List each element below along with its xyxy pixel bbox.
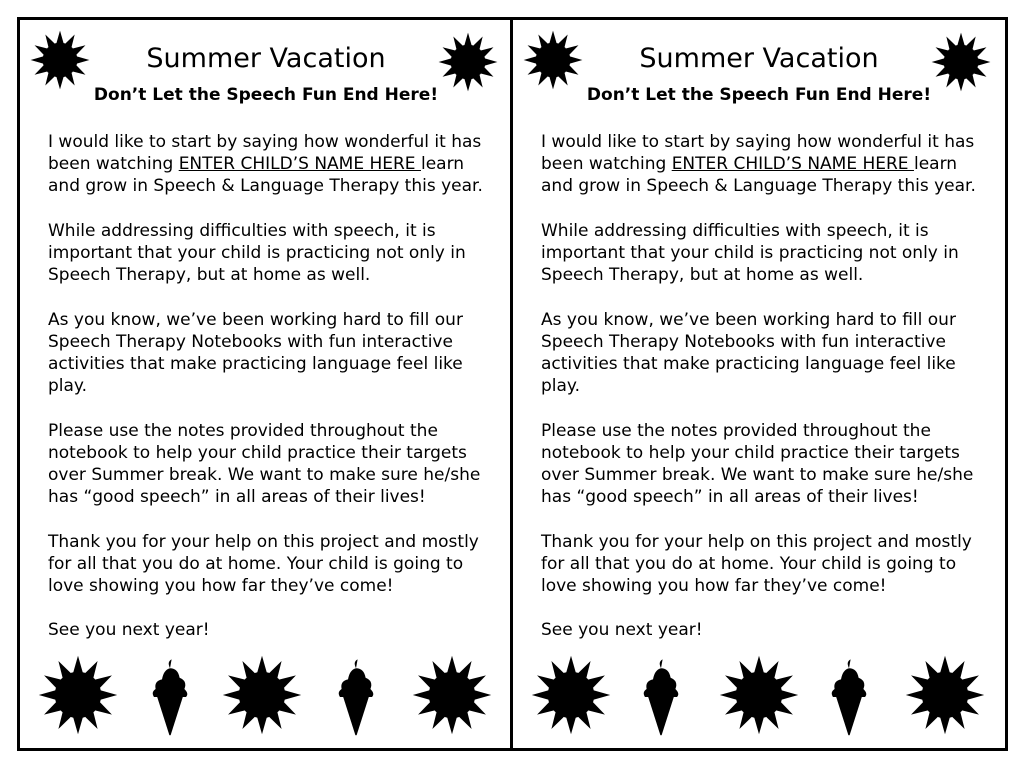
child-name-placeholder: ENTER CHILD’S NAME HERE [671, 154, 914, 175]
paragraph-closing: See you next year! [541, 620, 703, 641]
letter-subtitle: Don’t Let the Speech Fun End Here! [586, 85, 932, 105]
letter-body [48, 131, 488, 664]
paragraph-practice: While addressing difficulties with speech, it is important that your child is practicing not only in Speech Therapy, but at home as well. [541, 220, 959, 286]
letter-title: Summer Vacation [639, 43, 879, 74]
sun-icon [905, 655, 985, 735]
letter-body [541, 131, 981, 664]
letter-panel-left [20, 20, 512, 748]
paragraph-closing: See you next year! [48, 620, 210, 641]
intro-text: I would like to start by saying how wonderful it has been watching [541, 132, 975, 175]
intro-text: I would like to start by saying how wonderful it has been watching [48, 132, 482, 175]
paragraph-notes: Please use the notes provided throughout the notebook to help your child practice their targets over Summer break. We want to make sure he/she has “good speech” in all areas of their lives! [48, 420, 481, 508]
paragraph-notebooks: As you know, we’ve been working hard to fill our Speech Therapy Notebooks with fun interactive activities that make practicing language feel like play. [48, 309, 463, 397]
letter-title: Summer Vacation [146, 43, 386, 74]
paragraph-thanks: Thank you for your help on this project and mostly for all that you do at home. Your child is going to love showing you how far they’ve come! [48, 531, 479, 596]
child-name-placeholder: ENTER CHILD’S NAME HERE [178, 154, 421, 175]
paragraph-intro [541, 131, 981, 198]
sun-icon [719, 655, 799, 735]
sun-icon [38, 655, 118, 735]
paragraph-thanks: Thank you for your help on this project and mostly for all that you do at home. Your child is going to love showing you how far they’ve come! [541, 531, 972, 596]
sun-icon [412, 655, 492, 735]
paragraph-notebooks: As you know, we’ve been working hard to fill our Speech Therapy Notebooks with fun interactive activities that make practicing language feel like play. [541, 309, 956, 397]
ice-cream-cone-icon [146, 656, 194, 738]
letter-subtitle: Don’t Let the Speech Fun End Here! [93, 85, 439, 105]
ice-cream-cone-icon [332, 656, 380, 738]
paragraph-notes: Please use the notes provided throughout the notebook to help your child practice their targets over Summer break. We want to make sure he/she has “good speech” in all areas of their lives! [541, 420, 974, 508]
intro-text-end: learn and grow in Speech & Language Therapy this year. [541, 154, 976, 197]
letter-panel-right [513, 20, 1005, 748]
sun-icon [531, 655, 611, 735]
intro-text-end: learn and grow in Speech & Language Therapy this year. [48, 154, 483, 197]
ice-cream-cone-icon [825, 656, 873, 738]
sun-icon [222, 655, 302, 735]
paragraph-practice: While addressing difficulties with speech, it is important that your child is practicing not only in Speech Therapy, but at home as well. [48, 220, 466, 286]
ice-cream-cone-icon [637, 656, 685, 738]
paragraph-intro [48, 131, 488, 198]
